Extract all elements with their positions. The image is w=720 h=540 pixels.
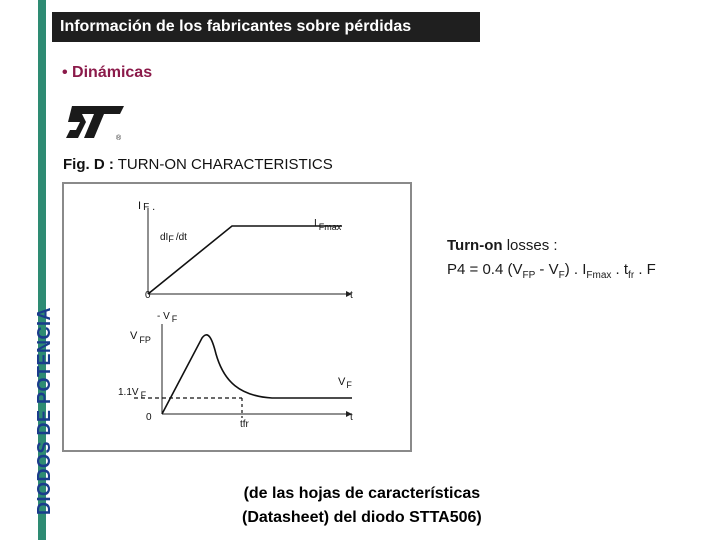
figure-border <box>63 183 411 451</box>
side-label: DIODOS DE POTENCIA <box>34 306 54 515</box>
label-vf-top: - V F <box>157 311 178 324</box>
label-zero-top: 0 <box>145 290 151 301</box>
label-dif-dt: dIF /dt <box>160 232 187 244</box>
footnote-line-1: (de las hojas de características <box>243 485 481 502</box>
label-if: I F . <box>138 200 156 213</box>
formula-title: Turn-on losses : <box>447 237 558 254</box>
label-vfp: V $_{FP}$ <box>130 330 151 345</box>
label-tfr: tfr <box>240 419 249 430</box>
figure-caption-bold: Fig. D : <box>63 156 114 173</box>
page-title: Información de los fabricantes sobre pérdidas <box>52 12 480 42</box>
label-t-bottom: t <box>350 412 353 423</box>
label-vf-right: $V_F$ <box>338 376 352 390</box>
bullet-dinamicas: • Dinámicas <box>62 64 153 81</box>
st-logo-icon <box>64 100 128 149</box>
label-t-top: t <box>350 290 353 301</box>
registered-mark: ® <box>116 135 122 142</box>
turn-on-losses-formula <box>447 234 656 288</box>
formula-equation: P4 = 0.4 $(V_{FP} - V_F)$ . $I_{Fmax}$ . $t_{fr}$ . F <box>447 261 656 281</box>
label-ifmax: I Fmax <box>314 218 342 232</box>
figure-caption-rest: TURN-ON CHARACTERISTICS <box>113 156 333 173</box>
figure-caption <box>63 156 333 173</box>
label-11vf: 1.1V F <box>118 387 147 400</box>
datasheet-footnote <box>242 482 482 530</box>
turn-on-figure <box>62 182 412 457</box>
label-zero-bottom: 0 <box>146 412 152 423</box>
footnote-line-2: (Datasheet) del diodo STTA506) <box>242 509 482 526</box>
